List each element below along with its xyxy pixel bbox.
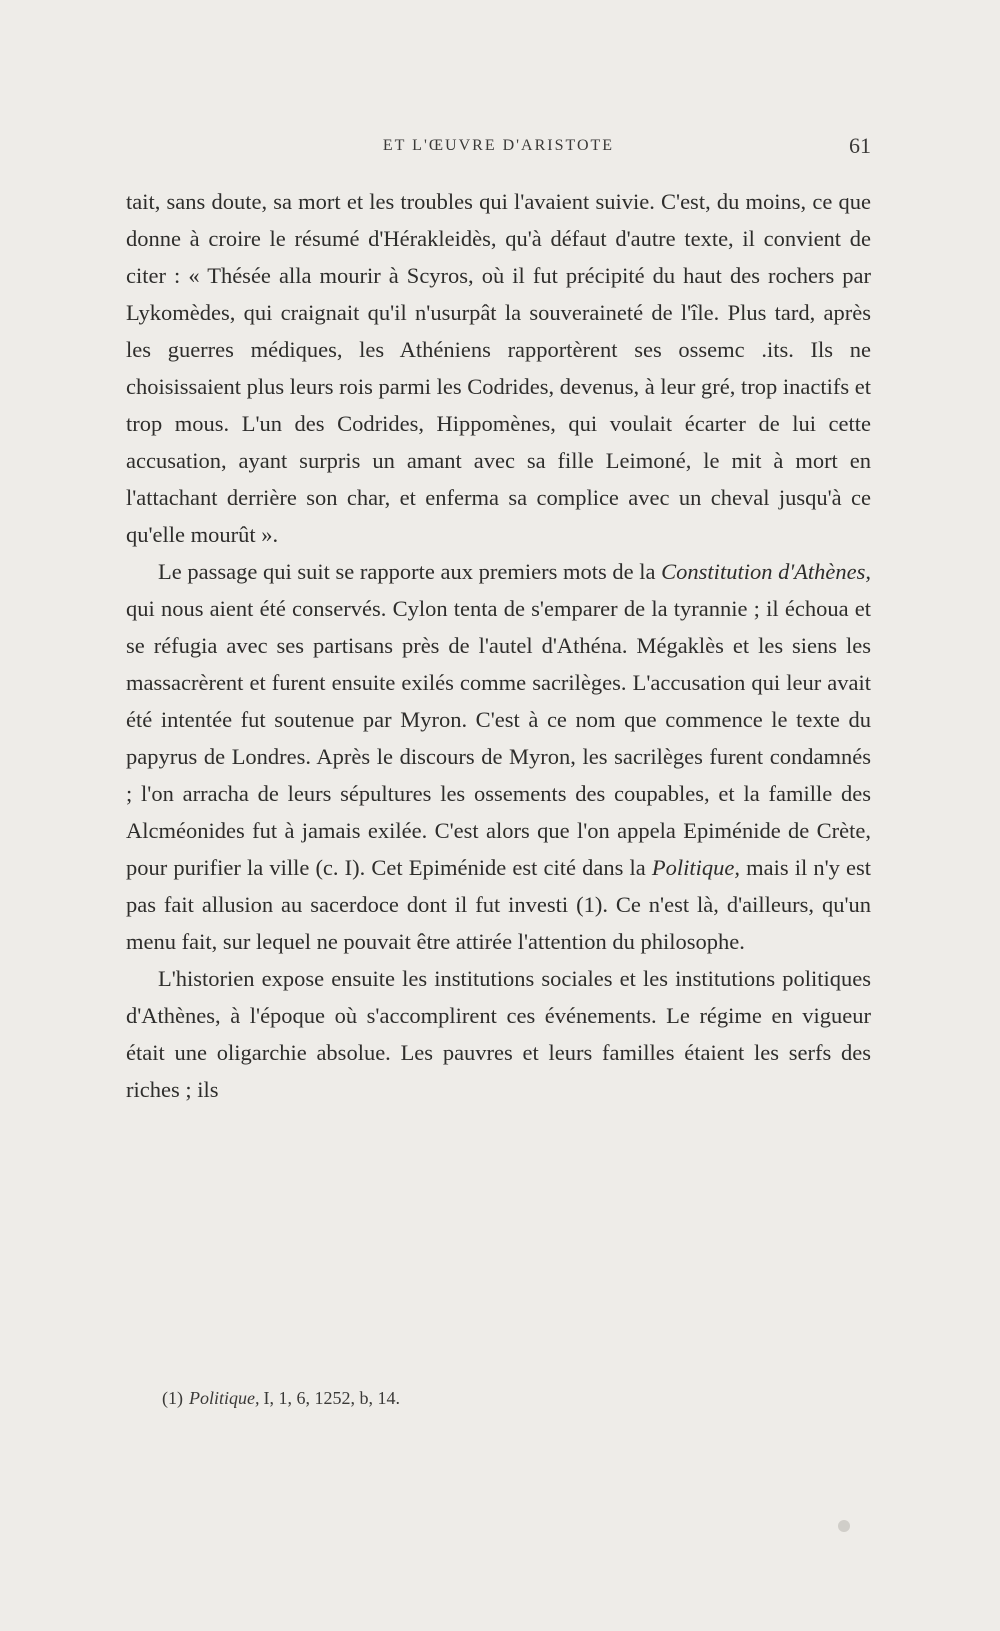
footnote-reference: I, 1, 6, 1252, b, 14. bbox=[263, 1388, 400, 1408]
page-header bbox=[126, 133, 871, 163]
footnote-title: Politique, bbox=[189, 1388, 260, 1408]
body-text bbox=[126, 183, 871, 1108]
title-constitution: Constitution d'Athènes, bbox=[661, 559, 871, 584]
paragraph-2-text-a: qui nous aient été conservés. Cylon tenta de s'emparer de la tyrannie ; il échoua et se réfugia avec ses partisans près de l'autel d'Athéna. Mégaklès et les siens les massacrèrent et furent ensuite exilés comme sacrilèges. L'accusation qui leur avait été intentée fut soutenue par Myron. C'est à ce nom que commence le texte du papyrus de Londres. Après le discours de Myron, les sacrilèges furent condamnés ; l'on arracha de leurs sépultures les ossements des coupables, et la famille des Alcméonides fut à jamais exilée. C'est alors que l'on appela Epiménide de Crète, pour purifier la ville (c. I). Cet Epiménide est cité dans la bbox=[126, 596, 871, 880]
title-politique: Politique, bbox=[651, 855, 740, 880]
paragraph-1: tait, sans doute, sa mort et les troubles qui l'avaient suivie. C'est, du moins, ce que donne à croire le résumé d'Hérakleidès, qu'à défaut d'autre texte, il convient de citer : « Thésée alla mourir à Scyros, où il fut précipité du haut des rochers par Lykomèdes, qui craignait qu'il n'usurpât la souveraineté de l'île. Plus tard, après les guerres médiques, les Athéniens rapportèrent ses ossemc .its. Ils ne choisissaient plus leurs rois parmi les Codrides, devenus, à leur gré, trop inactifs et trop mous. L'un des Codrides, Hippomènes, qui voulait écarter de lui cette accusation, ayant surpris un amant avec sa fille Leimoné, le mit à mort en l'attachant derrière son char, et enferma sa complice avec un cheval jusqu'à ce qu'elle mourût ». bbox=[126, 189, 871, 547]
page-number: 61 bbox=[849, 133, 871, 158]
paragraph-3: L'historien expose ensuite les institutions sociales et les institutions politiques d'Athènes, à l'époque où s'accomplirent ces événements. Le régime en vigueur était une oligarchie absolue. Les pauvres et leurs familles étaient les serfs des riches ; ils bbox=[126, 966, 871, 1102]
paragraph-2-start: Le passage qui suit se rapporte aux premiers mots de la bbox=[158, 559, 662, 584]
paragraph-2 bbox=[126, 553, 871, 960]
footnote bbox=[162, 1388, 862, 1409]
paragraph-2-text-b: mais il n'y est pas fait allusion au sacerdoce dont il fut investi (1). Ce n'est là, d'ailleurs, qu'un menu fait, sur lequel ne pouvait être attirée l'attention du philosophe. bbox=[126, 855, 871, 954]
paper-stain bbox=[838, 1520, 850, 1532]
running-title: ET L'ŒUVRE D'ARISTOTE bbox=[382, 137, 615, 154]
footnote-number: (1) bbox=[162, 1388, 183, 1408]
